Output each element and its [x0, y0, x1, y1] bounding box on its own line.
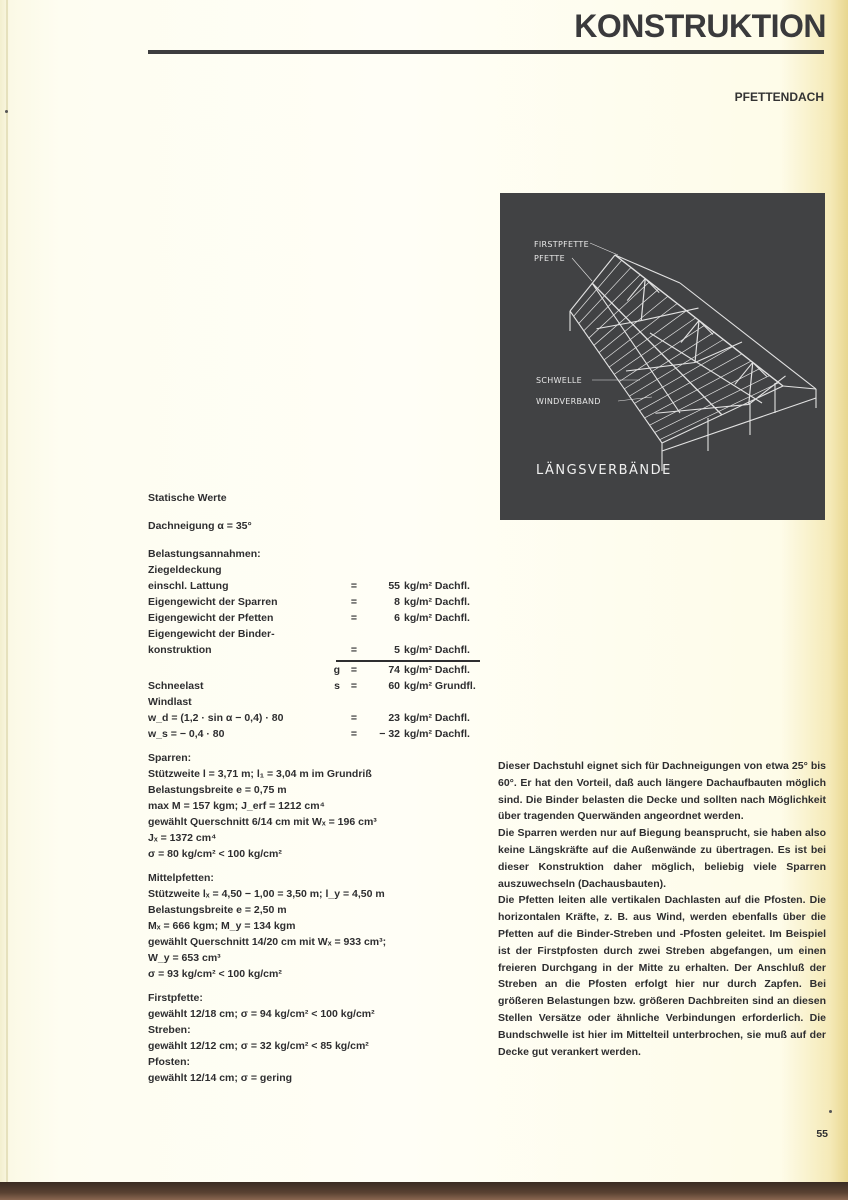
load-label: konstruktion	[148, 644, 212, 656]
load-unit: kg/m² Dachfl.	[404, 644, 470, 656]
wind-brace	[650, 333, 762, 403]
section-line: Belastungsbreite e = 0,75 m	[148, 784, 287, 796]
section-line: gewählt Querschnitt 14/20 cm mit Wₓ = 933 cm³;	[148, 936, 387, 948]
load-label: Ziegeldeckung	[148, 564, 222, 576]
figure-caption: LÄNGSVERBÄNDE	[536, 463, 672, 478]
load-symbol: s	[334, 680, 340, 692]
table-surface	[0, 1182, 848, 1200]
member-section	[148, 990, 488, 1022]
load-unit: kg/m² Grundfl.	[404, 680, 476, 692]
load-value: 6	[394, 612, 400, 624]
strut	[749, 376, 786, 405]
load-label: Eigengewicht der Binder-	[148, 628, 275, 640]
load-unit: kg/m² Dachfl.	[404, 712, 470, 724]
rafter	[614, 318, 695, 374]
load-equals: =	[350, 728, 358, 740]
load-equals: =	[350, 580, 358, 592]
load-row	[148, 610, 488, 626]
load-unit: kg/m² Dachfl.	[404, 664, 470, 676]
load-row	[148, 562, 488, 578]
truss-post	[695, 321, 699, 363]
page-title: KONSTRUKTION	[574, 8, 826, 44]
load-value: 55	[388, 580, 400, 592]
load-value: 5	[394, 644, 400, 656]
brace	[645, 279, 659, 293]
paragraph: Die Pfetten leiten alle vertikalen Dachlasten auf die Pfosten. Die horizontalen Kräfte, z. B. aus Wind, werden ebenfalls über die Pfetten auf die Binder-Streben und -Pfosten geleitet. Im Beispiel ist der Firstpfosten durch zwei Streben abgefangen, um einen freieren Durchgang in der Mitte zu erhalten. Der Anschluß der Streben an die Pfosten erfolgt hier nur durch Zapfen. Bei größeren Belastungen bzw. größeren Dachbreiten sind an diesen Stellen Versätze oder ähnliche Verbindungen erforderlich. Die Bundschwelle ist hier im Mittelteil unterbrochen, sie muß auf der Decke gut verankert werden.	[498, 894, 826, 1058]
section-line: W_y = 653 cm³	[148, 952, 221, 964]
rafter	[594, 289, 659, 345]
section-line: σ = 93 kg/cm² < 100 kg/cm²	[148, 968, 282, 980]
load-value: − 32	[379, 728, 400, 740]
load-label: einschl. Lattung	[148, 580, 229, 592]
section-line: σ = 80 kg/cm² < 100 kg/cm²	[148, 848, 282, 860]
load-value: 8	[394, 596, 400, 608]
title-rule	[148, 50, 824, 54]
load-row	[148, 594, 488, 610]
load-row	[148, 578, 488, 594]
roof-structure-figure	[500, 193, 825, 520]
member-section	[148, 870, 488, 982]
load-unit: kg/m² Dachfl.	[404, 596, 470, 608]
body-text	[498, 758, 826, 1060]
load-label: Eigengewicht der Pfetten	[148, 612, 274, 624]
static-values	[148, 490, 488, 1086]
eave-left	[570, 311, 662, 443]
wind-brace	[592, 283, 680, 413]
page-number: 55	[816, 1128, 828, 1140]
brace	[627, 279, 645, 301]
section-line: Stützweite l = 3,71 m; l₁ = 3,04 m im Grundriß	[148, 768, 372, 780]
load-label: w_d = (1,2 · sin α − 0,4) · 80	[148, 712, 284, 724]
rafter	[589, 282, 650, 338]
section-line: gewählt 12/14 cm; σ = gering	[148, 1072, 293, 1084]
section-heading: Streben:	[148, 1024, 191, 1036]
member-section	[148, 750, 488, 862]
paragraph: Dieser Dachstuhl eignet sich für Dachneigungen von etwa 25° bis 60°. Er hat den Vorteil, daß auch längere Dachaufbauten möglich sind. Die Binder belasten die Decke und sollten nach Möglichkeit über tragenden Querwänden angeordnet werden.	[498, 760, 826, 823]
section-heading: Mittelpfetten:	[148, 872, 214, 884]
load-row	[148, 726, 488, 742]
brace	[753, 362, 767, 376]
rafter	[655, 376, 770, 433]
load-equals: =	[350, 712, 358, 724]
load-unit: kg/m² Dachfl.	[404, 612, 470, 624]
load-unit: kg/m² Dachfl.	[404, 580, 470, 592]
rafter	[639, 354, 741, 411]
load-equals: =	[350, 664, 358, 676]
section-line: gewählt 12/18 cm; σ = 94 kg/cm² < 100 kg/cm²	[148, 1008, 375, 1020]
brace	[681, 321, 699, 343]
section-line: gewählt Querschnitt 6/14 cm mit Wₓ = 196 cm³	[148, 816, 377, 828]
load-row	[148, 662, 488, 678]
rafter	[619, 325, 705, 382]
load-equals: =	[350, 612, 358, 624]
load-label: Eigengewicht der Sparren	[148, 596, 278, 608]
print-speck	[829, 1110, 832, 1113]
load-value: 74	[388, 664, 400, 676]
load-label: Schneelast	[148, 680, 204, 692]
figure-label-schwelle: SCHWELLE	[536, 376, 583, 385]
print-speck	[5, 110, 8, 113]
load-label: Windlast	[148, 696, 192, 708]
leader-line	[572, 258, 592, 281]
load-row	[148, 626, 488, 642]
section-line: Stützweite lₓ = 4,50 − 1,00 = 3,50 m; l_y = 4,50 m	[148, 888, 385, 900]
end-rafter	[662, 386, 783, 443]
load-unit: kg/m² Dachfl.	[404, 728, 470, 740]
truss-post	[641, 279, 645, 321]
sill	[662, 398, 816, 451]
load-row	[148, 710, 488, 726]
eave-right	[680, 283, 816, 389]
section-line: Mₓ = 666 kgm; M_y = 134 kgm	[148, 920, 296, 932]
figure-label-windverband: WINDVERBAND	[536, 397, 601, 406]
section-heading: Firstpfette:	[148, 992, 203, 1004]
member-section	[148, 1054, 488, 1086]
load-row	[148, 642, 488, 658]
paragraph: Die Sparren werden nur auf Biegung beansprucht, sie haben also keine Längskräfte auf die Außenwände zu übertragen. Es ist bei dieser Konstruktion daher möglich, beliebig viele Sparren auszuwechseln (Dachausbauten).	[498, 827, 826, 890]
section-heading: Sparren:	[148, 752, 192, 764]
strut	[626, 363, 695, 372]
section-line: Belastungsbreite e = 2,50 m	[148, 904, 287, 916]
section-line: Jₓ = 1372 cm⁴	[148, 832, 217, 844]
load-value: 60	[388, 680, 400, 692]
load-table	[148, 562, 488, 742]
load-equals: =	[350, 596, 358, 608]
load-row	[148, 694, 488, 710]
statics-heading: Statische Werte	[148, 492, 227, 504]
load-symbol: g	[333, 664, 340, 676]
truss-post	[749, 362, 753, 404]
rafter	[629, 339, 723, 396]
gable-rafter	[615, 255, 680, 283]
leader-line	[618, 397, 652, 401]
figure-label-pfette: PFETTE	[534, 254, 565, 263]
member-section	[148, 1022, 488, 1054]
member-sections	[148, 750, 488, 1086]
load-label: w_s = − 0,4 · 80	[148, 728, 225, 740]
section-heading: Pfosten:	[148, 1056, 190, 1068]
rafter	[650, 368, 761, 425]
end-rafter	[783, 386, 816, 389]
leader-line	[590, 243, 618, 255]
load-row	[148, 678, 488, 694]
load-value: 23	[388, 712, 400, 724]
load-equals: =	[350, 644, 358, 656]
section-line: max M = 157 kgm; J_erf = 1212 cm⁴	[148, 800, 325, 812]
load-equals: =	[350, 680, 358, 692]
load-assumptions-heading: Belastungsannahmen:	[148, 548, 261, 560]
strut	[641, 308, 698, 321]
roof-pitch: Dachneigung α = 35°	[148, 520, 252, 532]
section-subtitle: PFETTENDACH	[734, 90, 824, 104]
figure-label-firstpfette: FIRSTPFETTE	[534, 240, 589, 249]
rafter	[604, 303, 677, 359]
section-line: gewählt 12/12 cm; σ = 32 kg/cm² < 85 kg/cm²	[148, 1040, 369, 1052]
